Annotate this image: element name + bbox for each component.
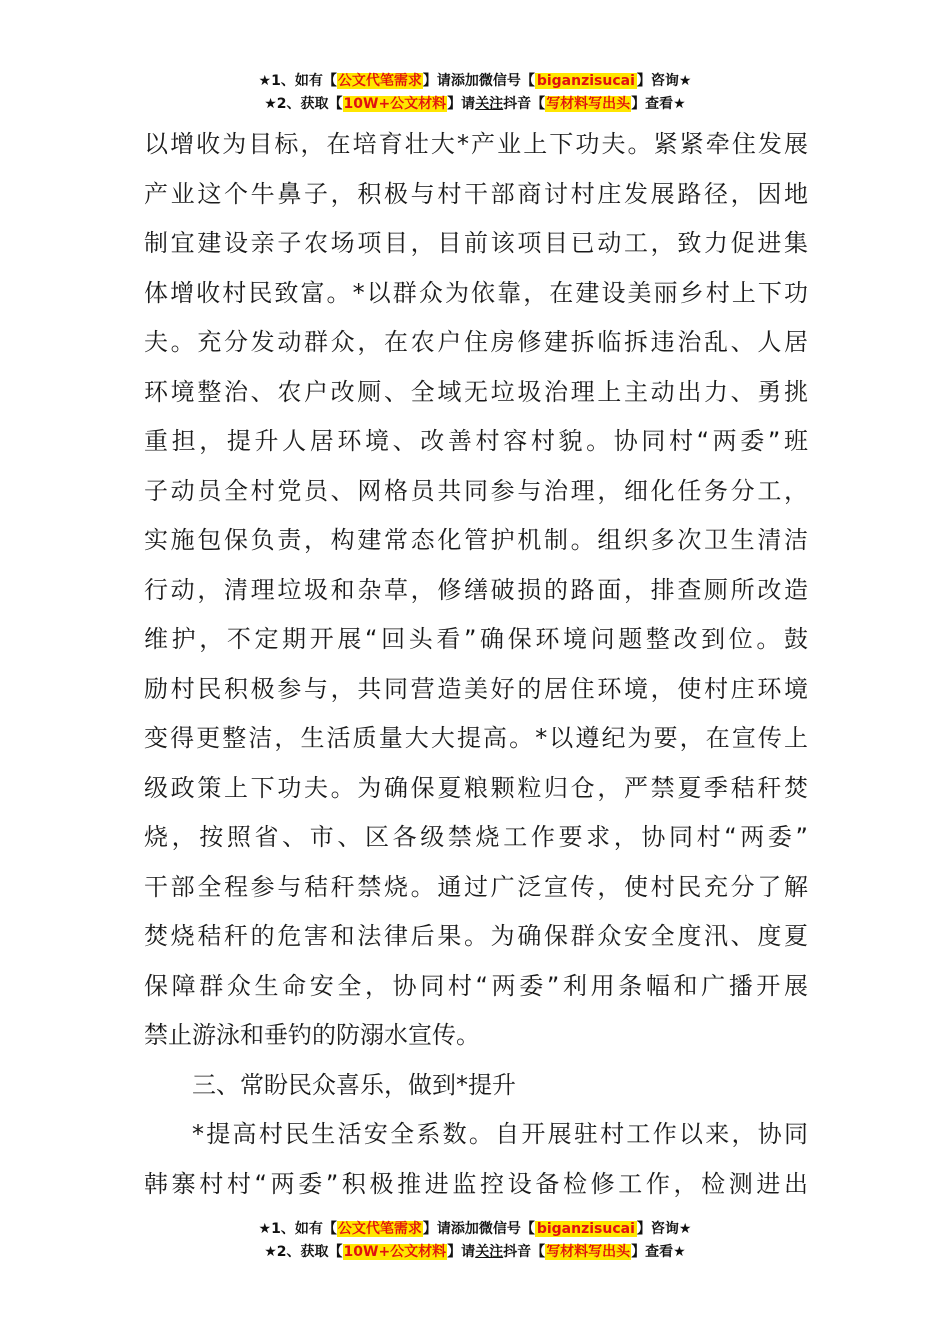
text-line: 级政策上下功夫。为确保夏粮颗粒归仓，严禁夏季秸秆焚 bbox=[144, 773, 808, 802]
banner-text: ★2、获取【 bbox=[264, 1244, 343, 1260]
banner-text: 】查看★ bbox=[631, 96, 686, 112]
banner-text: ★1、如有【 bbox=[258, 73, 337, 89]
text-line: 环境整治、农户改厕、全域无垃圾治理上主动出力、勇挑 bbox=[144, 377, 808, 406]
banner-text: 】请 bbox=[447, 1244, 476, 1260]
banner-text: 抖音【 bbox=[503, 96, 546, 112]
section-heading: 三、常盼民众喜乐，做到*提升 bbox=[192, 1070, 516, 1099]
banner-text: 】咨询★ bbox=[636, 1221, 692, 1237]
text-line: 励村民积极参与，共同营造美好的居住环境，使村庄环境 bbox=[144, 674, 808, 703]
text-line: *提高村民生活安全系数。自开展驻村工作以来，协同 bbox=[192, 1120, 808, 1148]
text-line: 干部全程参与秸秆禁烧。通过广泛宣传，使村民充分了解 bbox=[144, 872, 808, 901]
banner-text: 】查看★ bbox=[631, 1244, 686, 1260]
text-line: 变得更整洁，生活质量大大提高。*以遵纪为要，在宣传上 bbox=[144, 724, 808, 752]
banner-text: 】咨询★ bbox=[636, 73, 692, 89]
document-body bbox=[144, 120, 808, 1209]
text-line: 产业这个牛鼻子，积极与村干部商讨村庄发展路径，因地 bbox=[144, 179, 808, 208]
text-line: 行动，清理垃圾和杂草，修缮破损的路面，排查厕所改造 bbox=[144, 575, 808, 604]
banner-text: 】请 bbox=[447, 96, 476, 112]
header-banner bbox=[0, 70, 950, 116]
text-line: 体增收村民致富。*以群众为依靠，在建设美丽乡村上下功 bbox=[144, 278, 808, 307]
text-line: 制宜建设亲子农场项目，目前该项目已动工，致力促进集 bbox=[144, 229, 808, 257]
footer-banner bbox=[0, 1218, 950, 1264]
highlight-wechat-id: biganzisucai bbox=[536, 1221, 635, 1237]
highlight-douyin-account: 写材料写出头 bbox=[546, 96, 631, 112]
banner-text: 】请添加微信号【 bbox=[422, 1221, 535, 1237]
banner-text: 】请添加微信号【 bbox=[422, 73, 535, 89]
text-line: 焚烧秸秆的危害和法律后果。为确保群众安全度汛、度夏 bbox=[144, 922, 808, 950]
highlight-douyin-account: 写材料写出头 bbox=[546, 1244, 631, 1260]
banner-line-2 bbox=[0, 93, 950, 116]
banner-text: 抖音【 bbox=[503, 1244, 546, 1260]
text-line: 夫。充分发动群众，在农户住房修建拆临拆违治乱、人居 bbox=[144, 328, 808, 356]
text-line: 维护，不定期开展“回头看”确保环境问题整改到位。鼓 bbox=[144, 625, 808, 653]
highlight-wechat-id: biganzisucai bbox=[536, 73, 635, 89]
banner-line-1 bbox=[0, 1218, 950, 1241]
text-line: 保障群众生命安全，协同村“两委”利用条幅和广播开展 bbox=[144, 971, 808, 1000]
highlight-materials: 10W+公文材料 bbox=[343, 96, 447, 112]
text-line: 韩寨村村“两委”积极推进监控设备检修工作，检测进出 bbox=[144, 1169, 808, 1198]
banner-text: ★1、如有【 bbox=[258, 1221, 337, 1237]
highlight-ghostwriting: 公文代笔需求 bbox=[337, 1221, 422, 1237]
text-line: 重担，提升人居环境、改善村容村貌。协同村“两委”班 bbox=[144, 427, 808, 455]
text-line: 烧，按照省、市、区各级禁烧工作要求，协同村“两委” bbox=[144, 823, 808, 851]
paragraph-1 bbox=[144, 120, 808, 1061]
paragraph-2 bbox=[144, 1110, 808, 1209]
text-line: 以增收为目标，在培育壮大*产业上下功夫。紧紧牵住发展 bbox=[144, 130, 808, 158]
banner-line-2 bbox=[0, 1241, 950, 1264]
banner-line-1 bbox=[0, 70, 950, 93]
banner-text: ★2、获取【 bbox=[264, 96, 343, 112]
text-line: 实施包保负责，构建常态化管护机制。组织多次卫生清洁 bbox=[144, 526, 808, 554]
text-line: 子动员全村党员、网格员共同参与治理，细化任务分工， bbox=[144, 476, 808, 505]
text-line: 禁止游泳和垂钓的防溺水宣传。 bbox=[144, 1021, 480, 1049]
banner-follow-text: 关注 bbox=[475, 96, 504, 112]
highlight-ghostwriting: 公文代笔需求 bbox=[337, 73, 422, 89]
highlight-materials: 10W+公文材料 bbox=[343, 1244, 447, 1260]
banner-follow-text: 关注 bbox=[475, 1244, 504, 1260]
